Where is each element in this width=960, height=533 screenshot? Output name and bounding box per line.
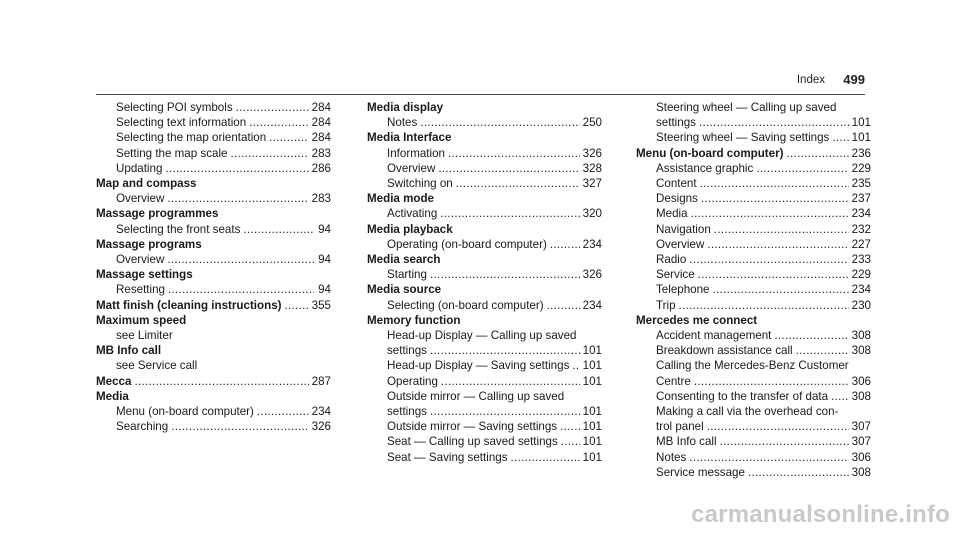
index-entry: [636, 252, 871, 267]
dot-leader: [249, 115, 308, 130]
index-entry-text: Massage programs: [96, 237, 202, 251]
page-reference: 235: [851, 177, 871, 191]
dot-leader: [171, 419, 308, 434]
index-entry: [96, 282, 331, 297]
index-entry-line: [387, 343, 602, 358]
index-entry: [96, 161, 331, 176]
dot-leader: [420, 115, 579, 130]
page-reference: 229: [851, 268, 871, 282]
dot-leader: [720, 434, 849, 449]
index-entry-text-line: Outside mirror — Calling up saved: [387, 389, 565, 403]
index-entry-line: [656, 115, 871, 130]
index-entry-text: Switching on: [387, 177, 453, 191]
page-reference: 227: [851, 237, 871, 251]
dot-leader: [572, 358, 579, 373]
index-entry-text: Maximum speed: [96, 313, 187, 327]
index-heading: [96, 237, 331, 252]
index-entry: [367, 115, 602, 130]
dot-leader: [698, 267, 849, 282]
index-entry-text: Selecting the front seats: [116, 222, 241, 236]
index-heading: [96, 389, 331, 404]
index-entry-text: Seat — Saving settings: [387, 450, 508, 464]
dot-leader: [236, 100, 309, 115]
index-entry: [636, 282, 871, 297]
page-reference: 230: [851, 298, 871, 312]
page-reference: 284: [311, 131, 331, 145]
index-heading: [367, 130, 602, 145]
index-entry: [96, 328, 331, 343]
index-entry-text: Breakdown assistance call: [656, 344, 793, 358]
dot-leader: [679, 298, 849, 313]
page-reference: 306: [851, 374, 871, 388]
page-reference: 232: [851, 222, 871, 236]
index-entry: [367, 389, 602, 419]
dot-leader: [831, 389, 849, 404]
page-reference: 320: [582, 207, 602, 221]
dot-leader: [694, 374, 849, 389]
page-reference: 234: [311, 405, 331, 419]
dot-leader: [168, 282, 314, 297]
index-entry-text: Radio: [656, 253, 687, 267]
index-heading: [367, 100, 602, 115]
index-entry: [367, 206, 602, 221]
index-entry-text: Media: [96, 389, 129, 403]
dot-leader: [699, 115, 849, 130]
index-entry-text: Media playback: [367, 222, 453, 236]
index-heading: [96, 176, 331, 191]
index-entry: [96, 404, 331, 419]
dot-leader: [231, 146, 309, 161]
index-heading: [96, 206, 331, 221]
dot-leader: [257, 404, 309, 419]
dot-leader: [774, 328, 848, 343]
page-reference: 328: [582, 161, 602, 175]
index-entry-text: Trip: [656, 298, 676, 312]
index-entry: [367, 419, 602, 434]
index-entry-text: settings: [387, 405, 427, 419]
dot-leader: [243, 222, 314, 237]
page-reference: 234: [582, 298, 602, 312]
index-entry-text: Centre: [656, 374, 691, 388]
page-number: 499: [843, 72, 865, 87]
index-entry: [367, 298, 602, 313]
index-entry-text: Map and compass: [96, 177, 197, 191]
index-entry-text: Setting the map scale: [116, 146, 228, 160]
index-entry-text: Menu (on-board computer): [636, 146, 784, 160]
index-heading: [96, 298, 331, 313]
index-entry: [96, 115, 331, 130]
index-entry-text-line: Making a call via the overhead con-: [656, 405, 839, 419]
index-entry-text: Seat — Calling up saved settings: [387, 435, 558, 449]
dot-leader: [547, 298, 580, 313]
page-reference: 286: [311, 161, 331, 175]
index-entry-text: Service: [656, 268, 695, 282]
index-heading: [367, 252, 602, 267]
index-entry-text: Activating: [387, 207, 438, 221]
index-entry: [96, 146, 331, 161]
index-entry: [367, 237, 602, 252]
dot-leader: [707, 419, 849, 434]
index-entry: [367, 328, 602, 358]
index-entry: [636, 298, 871, 313]
index-entry-text: Telephone: [656, 283, 710, 297]
dot-leader: [165, 161, 308, 176]
index-column-3: [636, 100, 871, 480]
index-entry-text: Searching: [116, 420, 169, 434]
page-reference: 94: [318, 283, 331, 297]
index-entry-text: Selecting text information: [116, 116, 247, 130]
dot-leader: [438, 161, 579, 176]
page-reference: 326: [582, 268, 602, 282]
index-entry-text: settings: [387, 344, 427, 358]
index-heading: [367, 313, 602, 328]
page-reference: 327: [582, 177, 602, 191]
index-heading: [636, 146, 871, 161]
index-entry: [636, 343, 871, 358]
index-entry-text: Memory function: [367, 313, 461, 327]
dot-leader: [511, 450, 580, 465]
index-entry: [636, 434, 871, 449]
page-reference: 234: [851, 207, 871, 221]
index-entry: [367, 176, 602, 191]
index-entry-text: Media search: [367, 253, 441, 267]
page-reference: 308: [851, 389, 871, 403]
index-entry-text: Selecting the map orientation: [116, 131, 267, 145]
index-entry-text: Media display: [367, 101, 444, 114]
index-entry-text: Selecting (on-board computer): [387, 298, 544, 312]
index-entry: [636, 389, 871, 404]
page-reference: 234: [851, 283, 871, 297]
dot-leader: [689, 450, 848, 465]
index-entry: [636, 328, 871, 343]
index-entry-text: Outside mirror — Saving settings: [387, 420, 558, 434]
page-reference: 326: [311, 420, 331, 434]
page-reference: 307: [851, 435, 871, 449]
page-reference: 94: [318, 222, 331, 236]
index-entry-text: Selecting POI symbols: [116, 101, 233, 114]
dot-leader: [269, 130, 308, 145]
index-entry-text: Notes: [656, 450, 687, 464]
page-reference: 308: [851, 344, 871, 358]
page-reference: 94: [318, 253, 331, 267]
dot-leader: [700, 176, 849, 191]
page-reference: 101: [582, 450, 602, 464]
index-entry: [636, 465, 871, 480]
dot-leader: [832, 130, 848, 145]
index-entry: [636, 237, 871, 252]
index-heading: [367, 191, 602, 206]
index-entry: [96, 130, 331, 145]
index-entry-text-line: Calling the Mercedes-Benz Customer: [656, 359, 849, 373]
dot-leader: [550, 237, 580, 252]
dot-leader: [714, 222, 849, 237]
index-entry-text: Menu (on-board computer): [116, 405, 254, 419]
index-entry-text: see Service call: [116, 359, 198, 373]
page-reference: 306: [851, 450, 871, 464]
index-entry: [636, 206, 871, 221]
dot-leader: [285, 298, 309, 313]
index-entry-text: Operating: [387, 374, 438, 388]
index-entry-text: Massage settings: [96, 268, 193, 282]
page-reference: 308: [851, 465, 871, 479]
index-entry-text: Designs: [656, 192, 698, 206]
dot-leader: [448, 146, 580, 161]
index-entry: [367, 161, 602, 176]
dot-leader: [756, 161, 848, 176]
index-entry-text: Mecca: [96, 374, 132, 388]
index-entry: [96, 222, 331, 237]
index-entry: [96, 100, 331, 115]
page-reference: 283: [311, 192, 331, 206]
index-entry-text: see Limiter: [116, 329, 173, 343]
dot-leader: [748, 465, 849, 480]
index-entry-line: [387, 404, 602, 419]
index-entry-text: Overview: [387, 161, 436, 175]
page-reference: 355: [311, 298, 331, 312]
index-entry: [636, 100, 871, 130]
index-heading: [367, 282, 602, 297]
index-entry-text: Accident management: [656, 329, 772, 343]
page-reference: 237: [851, 192, 871, 206]
index-entry: [367, 374, 602, 389]
index-entry: [367, 267, 602, 282]
index-entry-text: Service message: [656, 465, 745, 479]
page-reference: 284: [311, 101, 331, 114]
index-heading: [367, 222, 602, 237]
index-entry-text: Content: [656, 177, 697, 191]
index-entry-text: Operating (on-board computer): [387, 237, 547, 251]
index-column-2: [367, 100, 602, 465]
index-entry-text: Information: [387, 146, 445, 160]
dot-leader: [456, 176, 580, 191]
section-label: Index: [796, 74, 825, 86]
index-entry-text: Overview: [116, 192, 165, 206]
dot-leader: [430, 343, 580, 358]
index-entry-text: Starting: [387, 268, 427, 282]
index-heading: [96, 374, 331, 389]
index-entry-line: [656, 374, 871, 389]
index-entry-text: Media: [656, 207, 688, 221]
page-reference: 101: [582, 435, 602, 449]
index-entry-text: Assistance graphic: [656, 161, 754, 175]
page-reference: 284: [311, 116, 331, 130]
index-entry: [367, 434, 602, 449]
index-entry: [636, 404, 871, 434]
page-reference: 101: [582, 405, 602, 419]
page-reference: 236: [851, 146, 871, 160]
index-column-1: [96, 100, 331, 434]
dot-leader: [796, 343, 849, 358]
index-entry-line: [656, 419, 871, 434]
index-entry-text-line: Head-up Display — Calling up saved: [387, 329, 577, 343]
index-heading: [636, 313, 871, 328]
index-entry-text: settings: [656, 116, 696, 130]
index-entry: [636, 130, 871, 145]
page-reference: 233: [851, 253, 871, 267]
page-reference: 326: [582, 146, 602, 160]
dot-leader: [167, 252, 314, 267]
index-entry-text: Media mode: [367, 192, 434, 206]
dot-leader: [713, 282, 849, 297]
index-entry-text: Mercedes me connect: [636, 313, 758, 327]
dot-leader: [691, 206, 849, 221]
page-reference: 101: [582, 420, 602, 434]
index-entry-text: Matt finish (cleaning instructions): [96, 298, 282, 312]
index-entry: [96, 252, 331, 267]
index-entry-text: Overview: [116, 253, 165, 267]
index-entry-text: Notes: [387, 116, 418, 130]
index-entry: [636, 161, 871, 176]
page-reference: 287: [311, 374, 331, 388]
index-entry-text: Consenting to the transfer of data: [656, 389, 829, 403]
index-entry: [636, 222, 871, 237]
page-header: [96, 71, 865, 95]
dot-leader: [167, 191, 308, 206]
index-entry-text: Massage programmes: [96, 207, 219, 221]
index-entry: [96, 358, 331, 373]
index-entry: [367, 146, 602, 161]
page-reference: 101: [582, 344, 602, 358]
index-entry-text: Navigation: [656, 222, 711, 236]
dot-leader: [134, 374, 308, 389]
index-entry-text: Updating: [116, 161, 163, 175]
page-reference: 101: [851, 116, 871, 130]
page-reference: 308: [851, 329, 871, 343]
dot-leader: [689, 252, 848, 267]
dot-leader: [707, 237, 848, 252]
index-entry: [367, 358, 602, 373]
index-entry-text: Media source: [367, 283, 442, 297]
index-entry-text: Overview: [656, 237, 705, 251]
dot-leader: [430, 404, 580, 419]
index-entry-text-line: Steering wheel — Calling up saved: [656, 101, 837, 114]
dot-leader: [430, 267, 580, 282]
dot-leader: [561, 434, 580, 449]
index-entry: [636, 176, 871, 191]
page-reference: 283: [311, 146, 331, 160]
index-entry-text: Steering wheel — Saving settings: [656, 131, 830, 145]
index-entry-text: MB Info call: [656, 435, 717, 449]
index-heading: [96, 267, 331, 282]
index-entry-text: MB Info call: [96, 344, 162, 358]
index-entry: [96, 191, 331, 206]
page-reference: 229: [851, 161, 871, 175]
index-entry: [636, 267, 871, 282]
page-reference: 307: [851, 420, 871, 434]
page-reference: 250: [582, 116, 602, 130]
page-reference: 234: [582, 237, 602, 251]
index-entry: [96, 419, 331, 434]
index-entry: [636, 191, 871, 206]
page-reference: 101: [851, 131, 871, 145]
index-entry-text: trol panel: [656, 420, 704, 434]
index-entry-text: Resetting: [116, 283, 165, 297]
index-heading: [96, 343, 331, 358]
index-entry: [367, 450, 602, 465]
index-entry-text: Head-up Display — Saving settings: [387, 359, 570, 373]
index-entry: [636, 450, 871, 465]
watermark-text: carmanualsonline.info: [691, 501, 950, 528]
index-entry: [636, 358, 871, 388]
dot-leader: [441, 374, 580, 389]
dot-leader: [440, 206, 579, 221]
index-entry-text: Media Interface: [367, 131, 452, 145]
dot-leader: [701, 191, 849, 206]
dot-leader: [787, 146, 849, 161]
page-reference: 101: [582, 359, 602, 373]
page-reference: 101: [582, 374, 602, 388]
index-heading: [96, 313, 331, 328]
dot-leader: [560, 419, 580, 434]
